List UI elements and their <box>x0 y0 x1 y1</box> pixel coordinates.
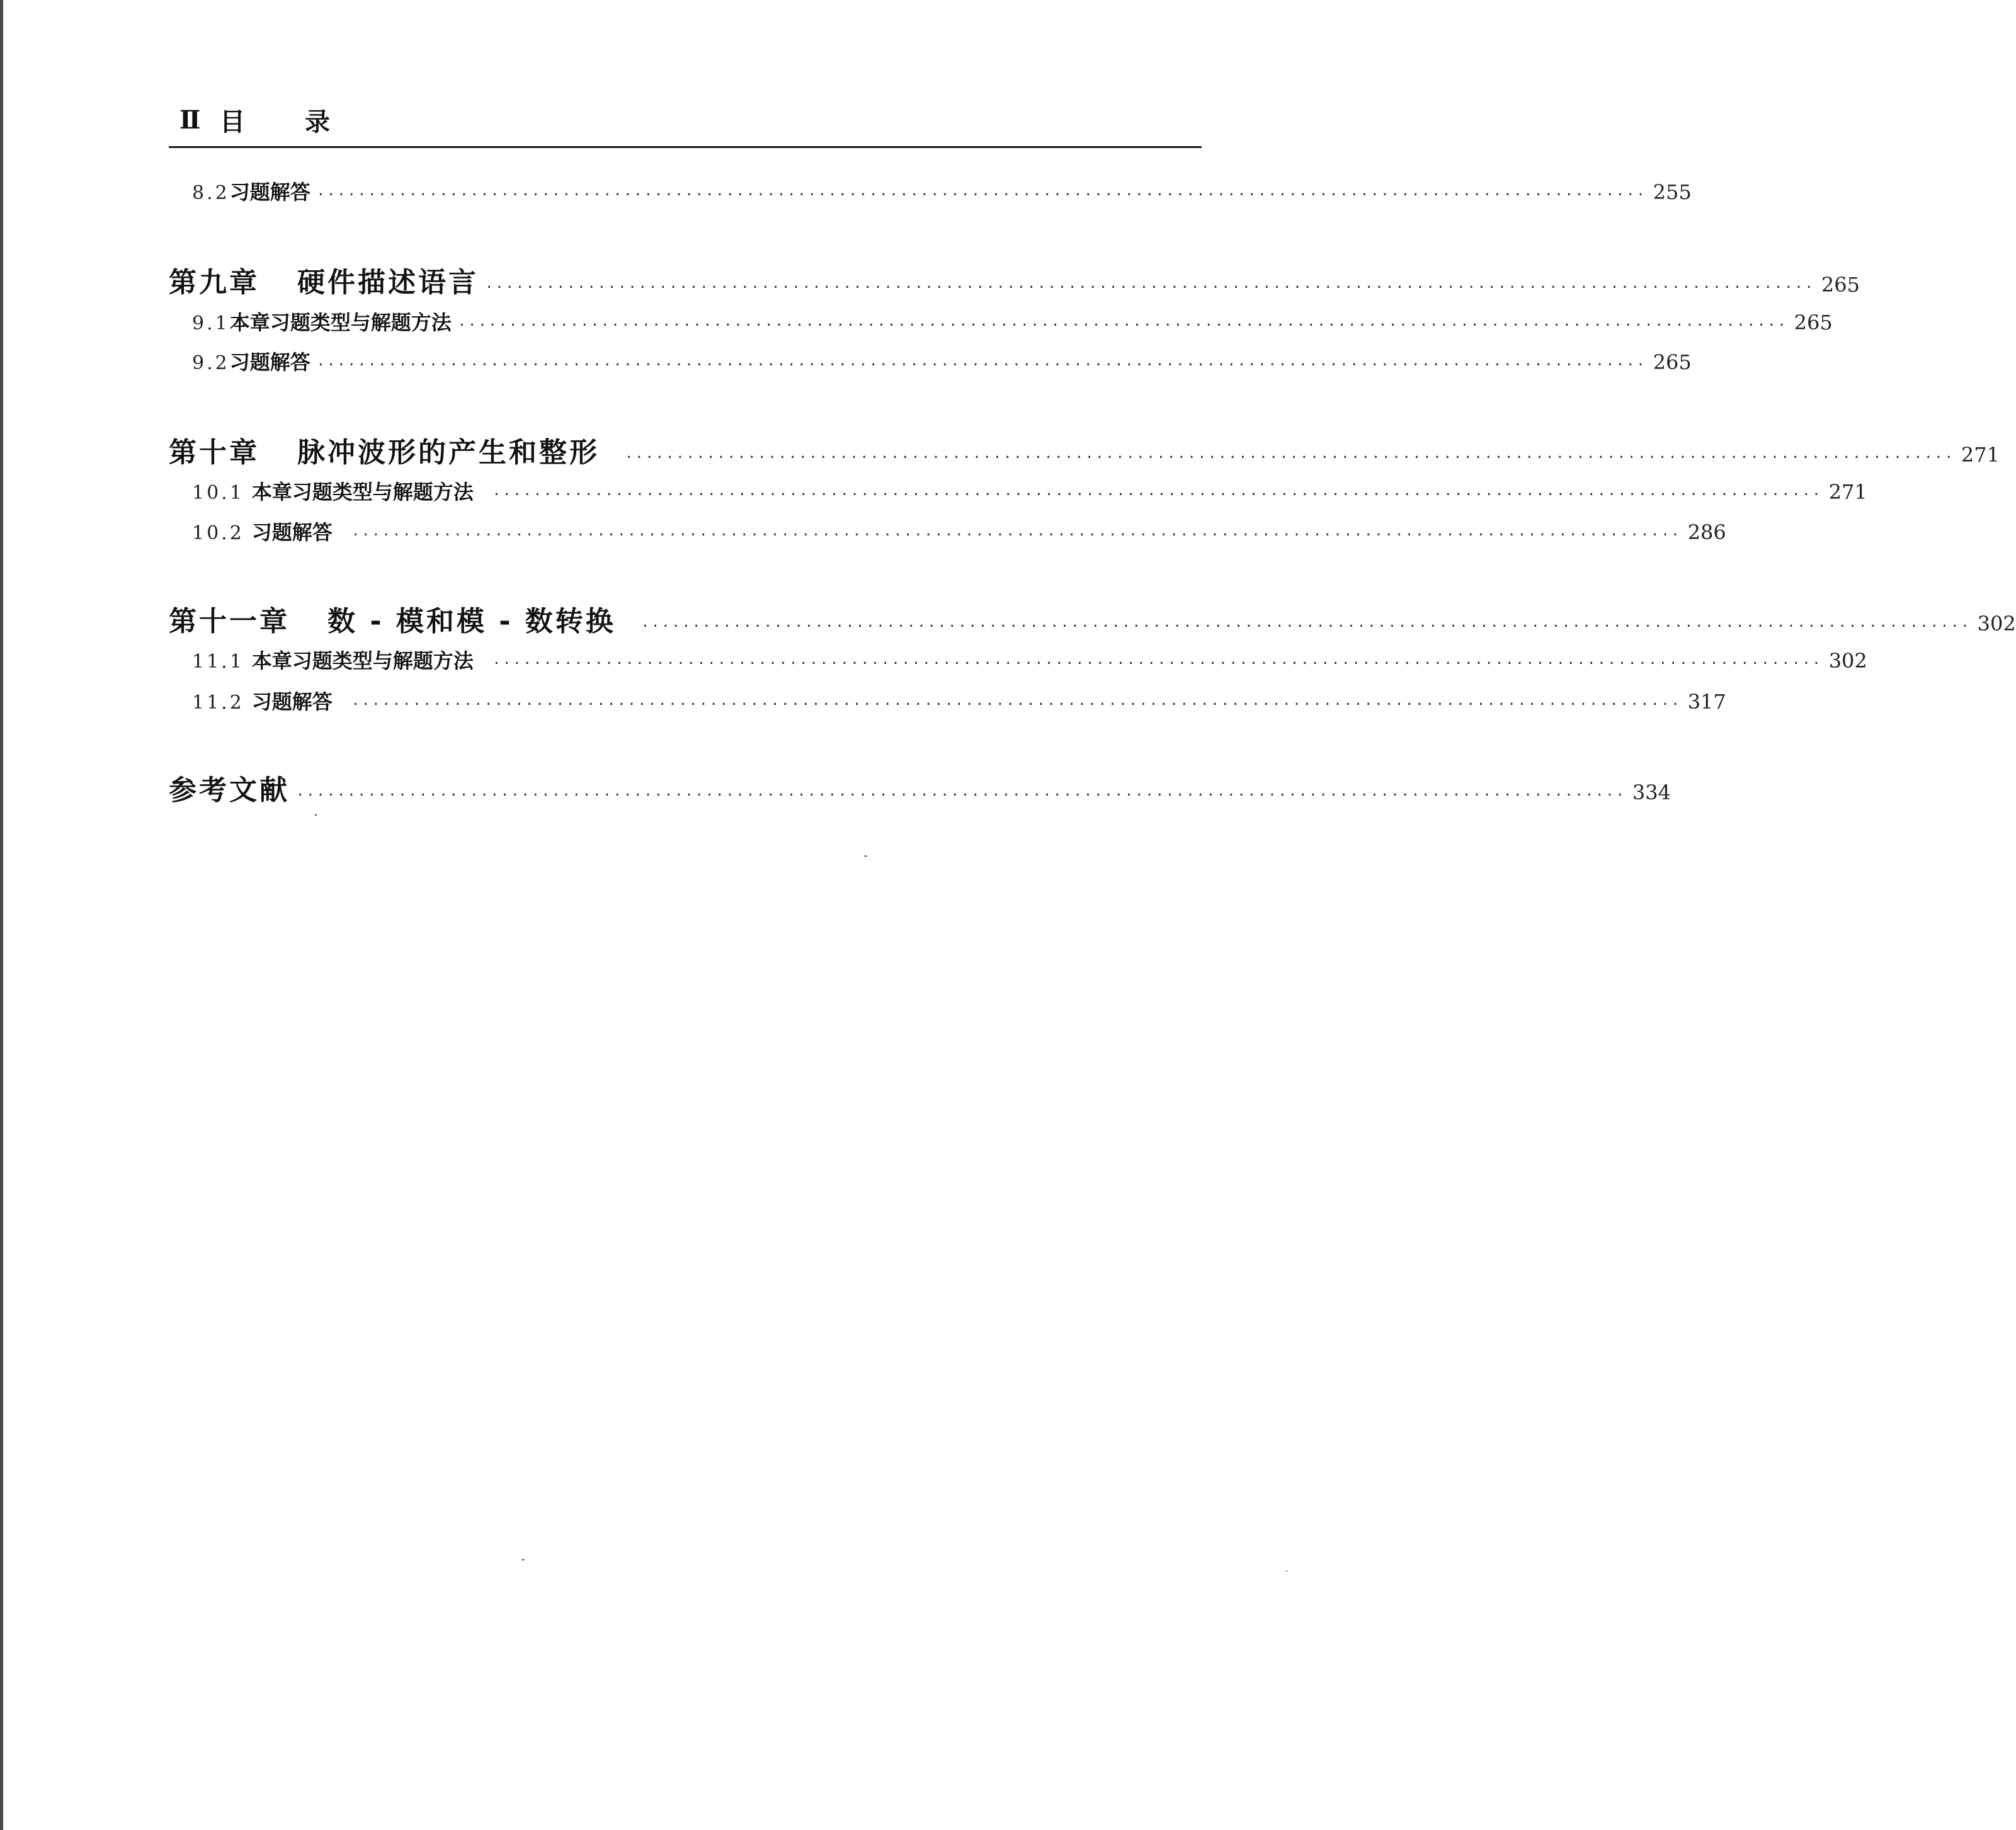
dot-leader: ·································································································································· <box>492 487 1823 503</box>
scan-speck <box>864 855 867 857</box>
chapter-title: 硬件描述语言 <box>297 266 479 299</box>
chapter-label: 第十章 <box>169 437 259 469</box>
dot-leader: ·································································································································· <box>641 619 1971 634</box>
page-number: 265 <box>1821 273 1860 297</box>
dot-leader: ·································································································································· <box>625 450 1955 466</box>
page-number: 265 <box>1653 350 1692 374</box>
dot-leader: ·································································································································· <box>351 527 1682 543</box>
toc-entry-8-2[interactable] <box>192 176 1692 205</box>
scan-speck <box>521 1559 525 1560</box>
dot-leader: ·································································································································· <box>485 280 1815 295</box>
scan-speck <box>315 814 317 816</box>
chapter-title: 数 - 模和模 - 数转换 <box>327 605 616 638</box>
dot-leader: ·································································································································· <box>492 656 1823 672</box>
page-number: 255 <box>1653 180 1692 204</box>
running-head-word-1: 目 <box>220 106 245 137</box>
dot-leader: ·································································································································· <box>296 787 1626 803</box>
section-title: 本章习题类型与解题方法 <box>251 480 474 504</box>
page-number: 286 <box>1687 520 1726 544</box>
chapter-title: 脉冲波形的产生和整形 <box>297 437 600 469</box>
toc-entry-9-1[interactable] <box>192 307 1833 336</box>
section-title: 本章习题类型与解题方法 <box>229 311 452 335</box>
chapter-label: 第九章 <box>169 266 259 299</box>
toc-chapter-9[interactable] <box>169 260 1860 300</box>
page-number: 302 <box>1977 612 2016 636</box>
chapter-label: 第十一章 <box>169 605 290 638</box>
page-number: 271 <box>1961 443 2000 467</box>
page-number: 302 <box>1828 649 1867 673</box>
toc-entry-10-1[interactable] <box>192 476 1867 505</box>
dot-leader: ·································································································································· <box>351 697 1682 712</box>
section-title: 习题解答 <box>229 350 310 374</box>
section-number: 9.2 <box>192 352 230 374</box>
scan-speck <box>1286 1570 1287 1572</box>
section-title: 习题解答 <box>251 520 333 544</box>
page-number: 265 <box>1794 311 1833 335</box>
dot-leader: ·································································································································· <box>457 317 1788 333</box>
section-title: 习题解答 <box>229 180 310 204</box>
section-number: 8.2 <box>192 182 230 204</box>
section-title: 本章习题类型与解题方法 <box>251 649 474 673</box>
page-number: 271 <box>1828 480 1867 504</box>
page-number: 317 <box>1687 690 1726 714</box>
section-number: 10.1 <box>192 482 244 504</box>
toc-references[interactable] <box>169 767 1671 808</box>
toc-entry-10-2[interactable] <box>192 517 1726 546</box>
page-number: 334 <box>1632 781 1671 804</box>
section-number: 9.1 <box>192 312 230 335</box>
running-head-page-numeral: II <box>179 105 198 135</box>
section-number: 11.1 <box>192 651 244 673</box>
dot-leader: ·································································································································· <box>316 357 1647 373</box>
toc-entry-11-2[interactable] <box>192 686 1726 715</box>
toc-chapter-11[interactable] <box>169 598 2016 639</box>
section-number: 11.2 <box>192 692 244 714</box>
running-head-word-2: 录 <box>305 106 330 137</box>
toc-chapter-10[interactable] <box>169 430 2000 470</box>
toc-entry-9-2[interactable] <box>192 346 1692 375</box>
section-number: 10.2 <box>192 522 244 544</box>
section-title: 习题解答 <box>251 690 333 714</box>
dot-leader: ·································································································································· <box>316 187 1647 203</box>
toc-entry-11-1[interactable] <box>192 645 1867 674</box>
references-title: 参考文献 <box>169 774 290 806</box>
